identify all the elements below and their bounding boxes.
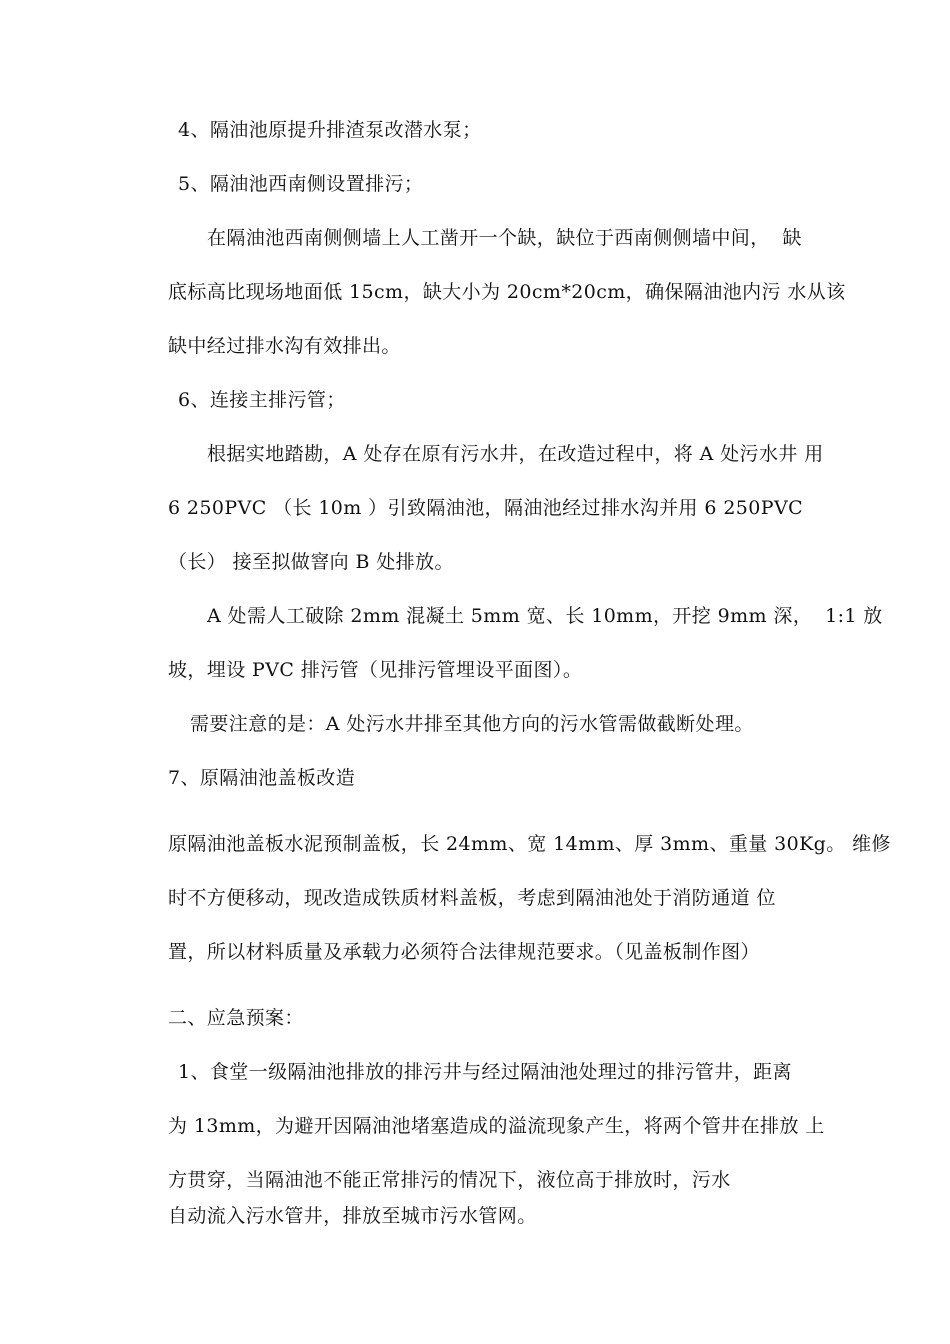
paragraph-line: 底标高比现场地面低 15cm，缺大小为 20cm*20cm，确保隔油池内污 水从该 [168, 281, 846, 303]
paragraph-line: （长） 接至拟做窨向 B 处排放。 [168, 551, 454, 573]
paragraph-line: 在隔油池西南侧侧墙上人工凿开一个缺，缺位于西南侧侧墙中间， 缺 [207, 227, 802, 249]
paragraph-line: 6 250PVC （长 10m ）引致隔油池，隔油池经过排水沟并用 6 250PVC [168, 497, 804, 519]
paragraph-line: 方贯穿，当隔油池不能正常排污的情况下，液位高于排放时，污水 [168, 1169, 731, 1191]
paragraph-line: 时不方便移动，现改造成铁质材料盖板，考虑到隔油池处于消防通道 位 [168, 887, 776, 909]
paragraph-line: 置，所以材料质量及承载力必须符合法律规范要求。（见盖板制作图） [168, 941, 760, 963]
item-5-heading: 5、隔油池西南侧设置排污； [178, 173, 424, 195]
paragraph-line: 1、食堂一级隔油池排放的排污井与经过隔油池处理过的排污管井，距离 [178, 1061, 792, 1083]
paragraph-line: 自动流入污水管井，排放至城市污水管网。 [168, 1205, 537, 1227]
paragraph-line: 缺中经过排水沟有效排出。 [168, 335, 401, 357]
item-4-text: 4、隔油池原提升排渣泵改潜水泵； [178, 119, 482, 141]
section-heading: 二、应急预案： [168, 1007, 304, 1029]
paragraph-line: 坡，埋设 PVC 排污管（见排污管埋设平面图）。 [168, 659, 583, 681]
item-6-heading: 6、连接主排污管； [178, 389, 346, 411]
paragraph-line: 根据实地踏勘，A 处存在原有污水井，在改造过程中，将 A 处污水井 用 [207, 443, 824, 465]
item-7-heading: 7、原隔油池盖板改造 [168, 767, 356, 789]
note-line: 需要注意的是：A 处污水井排至其他方向的污水管需做截断处理。 [190, 713, 754, 735]
paragraph-line: A 处需人工破除 2mm 混凝土 5mm 宽、长 10mm，开挖 9mm 深， 1:1 放 [207, 605, 883, 627]
paragraph-line: 原隔油池盖板水泥预制盖板，长 24mm、宽 14mm、厚 3mm、重量 30Kg。 维修 [168, 833, 891, 855]
paragraph-line: 为 13mm，为避开因隔油池堵塞造成的溢流现象产生，将两个管井在排放 上 [168, 1115, 825, 1137]
